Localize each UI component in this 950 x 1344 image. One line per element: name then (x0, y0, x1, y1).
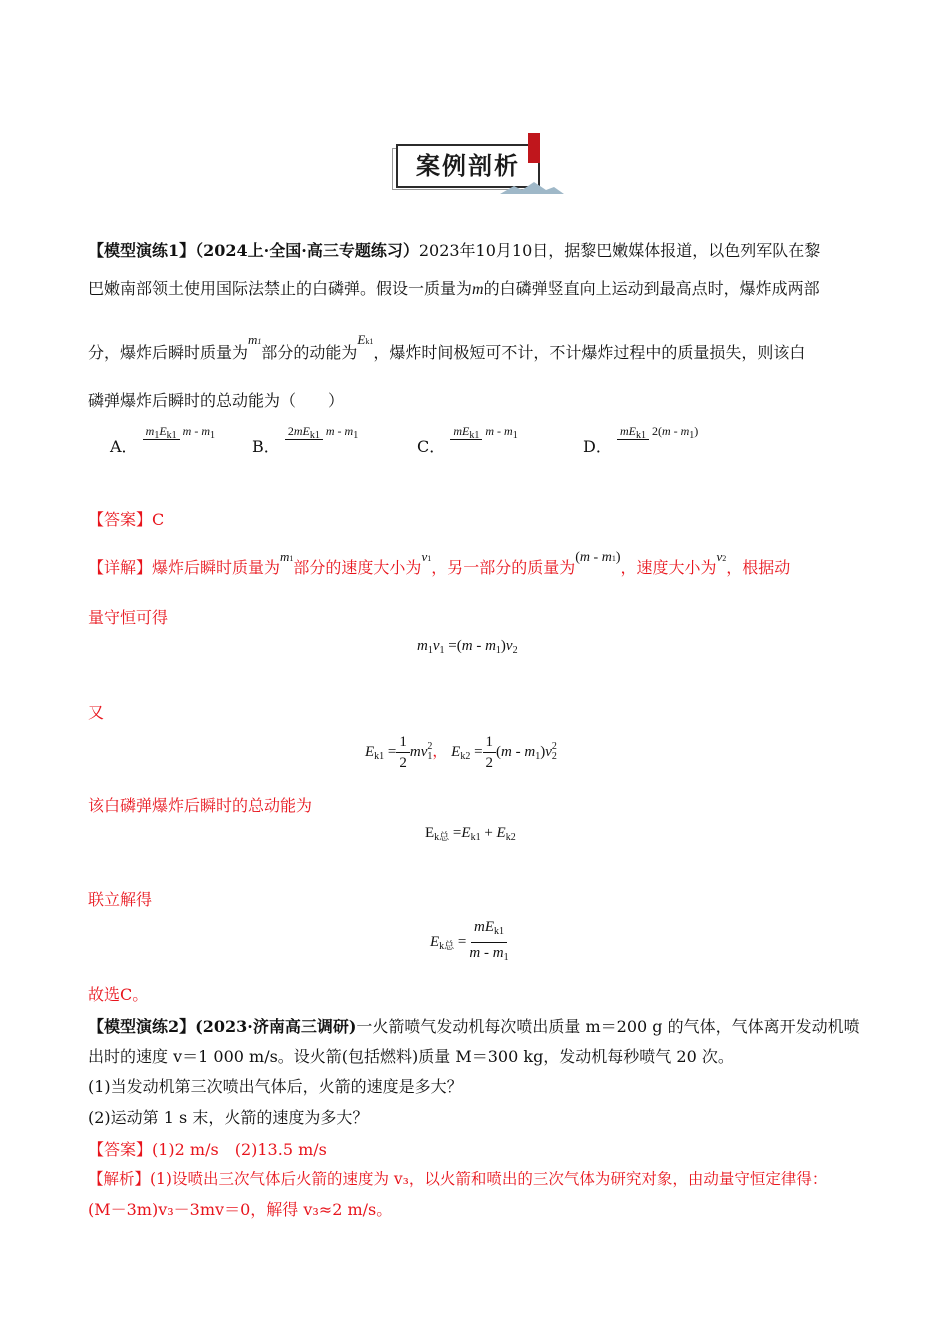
option-a-label: A． (110, 437, 138, 456)
detail-text-1e: ，根据动 (726, 558, 791, 577)
detail-line2: 量守恒可得 (88, 608, 169, 627)
banner-red-accent (528, 133, 540, 163)
symbol-v1: v1 (421, 549, 432, 564)
q2-line1 (88, 1014, 860, 1037)
result-equation: $E_{k总}$ = $\frac{mE_{k1}}{m - m_1}$ (430, 919, 509, 963)
q2-question-b: (2)运动第 1 s 末，火箭的速度为多大？ (88, 1108, 369, 1127)
detail-tag: 【详解】 (88, 558, 153, 577)
q2-text-1: 一火箭喷气发动机每次喷出质量 m＝200 g 的气体，气体离开发动机喷 (356, 1017, 860, 1036)
momentum-equation: $m_1v_1 =(m - m_1)v_2$ (417, 638, 518, 656)
detail-text-1c: ，另一部分的质量为 (431, 558, 576, 577)
q1-tag: 【模型演练1】 (88, 241, 196, 260)
q1-text-2b: 的白磷弹竖直向上运动到最高点时，爆炸成两部 (483, 279, 820, 298)
banner-mountain-decoration (500, 180, 564, 196)
option-d-label: D． (583, 437, 612, 456)
energy-equations: $E_{k1}$ = $\frac{1}{2}$ $mv^2_1$， $E_{k2}$ = $\frac{1}{2}$ $(m - m_1)v^2_2$ (365, 734, 557, 771)
option-d[interactable] (583, 420, 701, 456)
q2-tag: 【模型演练2】 (88, 1017, 196, 1036)
q1-text-2a: 巴嫩南部领土使用国际法禁止的白磷弹。假设一质量为 (88, 279, 473, 298)
symbol-v2: v2 (716, 549, 727, 564)
detail-text-1a: 爆炸后瞬时质量为 (152, 558, 281, 577)
detail-choose: 故选C。 (88, 985, 149, 1004)
q1-text-3c: ，爆炸时间极短可不计，不计爆炸过程中的质量损失，则该白 (373, 343, 806, 362)
option-d-formula: $mE_{k1}$ $2(m - m_1)$ (617, 422, 701, 445)
detail-lianli: 联立解得 (88, 890, 153, 909)
q1-line3 (88, 332, 806, 363)
option-c-label: C． (417, 437, 446, 456)
detail-line1 (88, 549, 791, 578)
q1-text-3b: 部分的动能为 (261, 343, 358, 362)
q1-line1 (88, 238, 820, 261)
detail-total-text: 该白磷弹爆炸后瞬时的总动能为 (88, 796, 313, 815)
detail-you: 又 (88, 703, 105, 722)
option-a[interactable] (110, 420, 218, 456)
symbol-m1: m1 (248, 332, 262, 347)
option-b-formula: $2mE_{k1}$ m - $m_1$ (285, 422, 361, 445)
detail-text-1d: ，速度大小为 (620, 558, 717, 577)
section-title: 案例剖析 (396, 144, 540, 188)
symbol-ek1: Ek1 (357, 332, 374, 347)
answer-1: 【答案】C (88, 510, 165, 529)
q2-analysis-2: (M－3m)v₃－3mv＝0，解得 v₃≈2 m/s。 (88, 1200, 393, 1219)
option-a-formula: $m_1E_{k1}$ m - $m_1$ (143, 422, 218, 445)
total-energy-equation: $E_{k总} =E_{k1} + E_{k2}$ (425, 825, 516, 843)
q2-line2: 出时的速度 v＝1 000 m/s。设火箭(包括燃料)质量 M＝300 kg，发动机每秒喷气 20 次。 (88, 1047, 734, 1066)
q2-source: (2023·济南高三调研) (195, 1017, 357, 1036)
mass-m: m (472, 281, 484, 298)
option-c[interactable] (417, 420, 521, 456)
q1-line2 (88, 276, 820, 299)
q1-line4: 磷弹爆炸后瞬时的总动能为（ ） (88, 391, 345, 410)
option-b[interactable] (252, 420, 361, 456)
symbol-m1-detail: m1 (280, 549, 294, 564)
q2-question-a: (1)当发动机第三次喷出气体后，火箭的速度是多大？ (88, 1077, 463, 1096)
q1-text-1: 2023年10月10日，据黎巴嫩媒体报道，以色列军队在黎 (418, 241, 821, 260)
q1-source: （2024上·全国·高三专题练习） (195, 241, 419, 260)
symbol-m-minus-m1: (m - m1) (575, 550, 621, 565)
option-c-formula: $mE_{k1}$ m - $m_1$ (450, 422, 520, 445)
detail-text-1b: 部分的速度大小为 (293, 558, 422, 577)
q2-answer: 【答案】(1)2 m/s (2)13.5 m/s (88, 1140, 327, 1159)
q2-analysis-1: 【解析】(1)设喷出三次气体后火箭的速度为 v₃，以火箭和喷出的三次气体为研究对象，由动量守恒定律得： (88, 1170, 828, 1188)
q1-text-3a: 分，爆炸后瞬时质量为 (88, 343, 249, 362)
option-b-label: B． (252, 437, 280, 456)
